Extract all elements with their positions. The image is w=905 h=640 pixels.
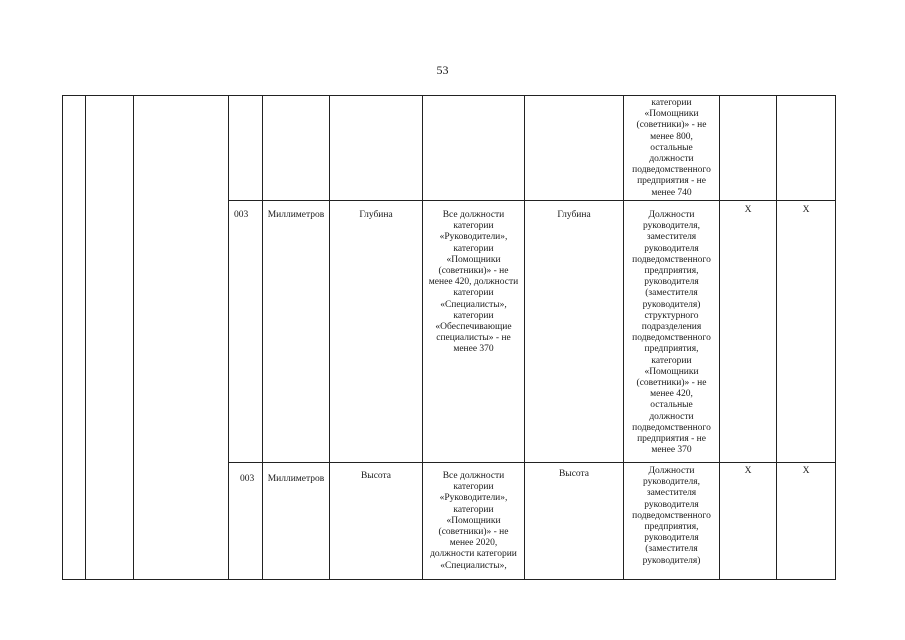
table-cell: Глубина [359, 210, 393, 220]
column-divider [228, 95, 229, 580]
column-divider [85, 95, 86, 580]
column-divider [776, 95, 777, 580]
row-divider [228, 200, 836, 201]
table-border-bottom [62, 579, 836, 580]
table-cell: Миллиметров [267, 474, 325, 484]
table-cell: Х [744, 205, 752, 215]
table-cell: Должности руководителя, заместителя руководителя подведомственного предприятия, руководителя (заместителя руководителя) структурного подразделения подведомственного предприятия, категории «Помощники (советники)» - не менее 420, остальные должности подведомственного предприятия - не менее 370 [632, 210, 711, 456]
table-cell: категории «Помощники (советники)» - не менее 800, остальные должности подведомственного предприятия - не менее 740 [632, 98, 711, 198]
column-divider [329, 95, 330, 580]
table-border-left [62, 95, 63, 580]
column-divider [133, 95, 134, 580]
table-cell: Х [744, 466, 752, 476]
table-cell: Все должности категории «Руководители», категории «Помощники (советники)» - не менее 420, должности категории «Специалисты», категории «Обеспечивающие специалисты» - не менее 370 [428, 210, 519, 355]
table-cell: 003 [234, 210, 249, 220]
table-cell: Высота [558, 469, 590, 479]
table-cell: Миллиметров [267, 210, 325, 220]
table-cell: Х [802, 466, 810, 476]
table-border-top [62, 95, 836, 96]
column-divider [262, 95, 263, 580]
table-cell: Высота [360, 471, 392, 481]
page-number: 53 [436, 63, 449, 77]
table-cell: Глубина [557, 210, 591, 220]
table-border-right [835, 95, 836, 580]
row-divider [228, 462, 836, 463]
table-cell: Все должности категории «Руководители», категории «Помощники (советники)» - не менее 2020, должности категории «Специалисты», [430, 471, 517, 571]
table-cell: 003 [240, 474, 255, 484]
table-cell: Х [802, 205, 810, 215]
column-divider [719, 95, 720, 580]
table-cell: Должности руководителя, заместителя руководителя подведомственного предприятия, руководителя (заместителя руководителя) [632, 466, 711, 566]
column-divider [524, 95, 525, 580]
